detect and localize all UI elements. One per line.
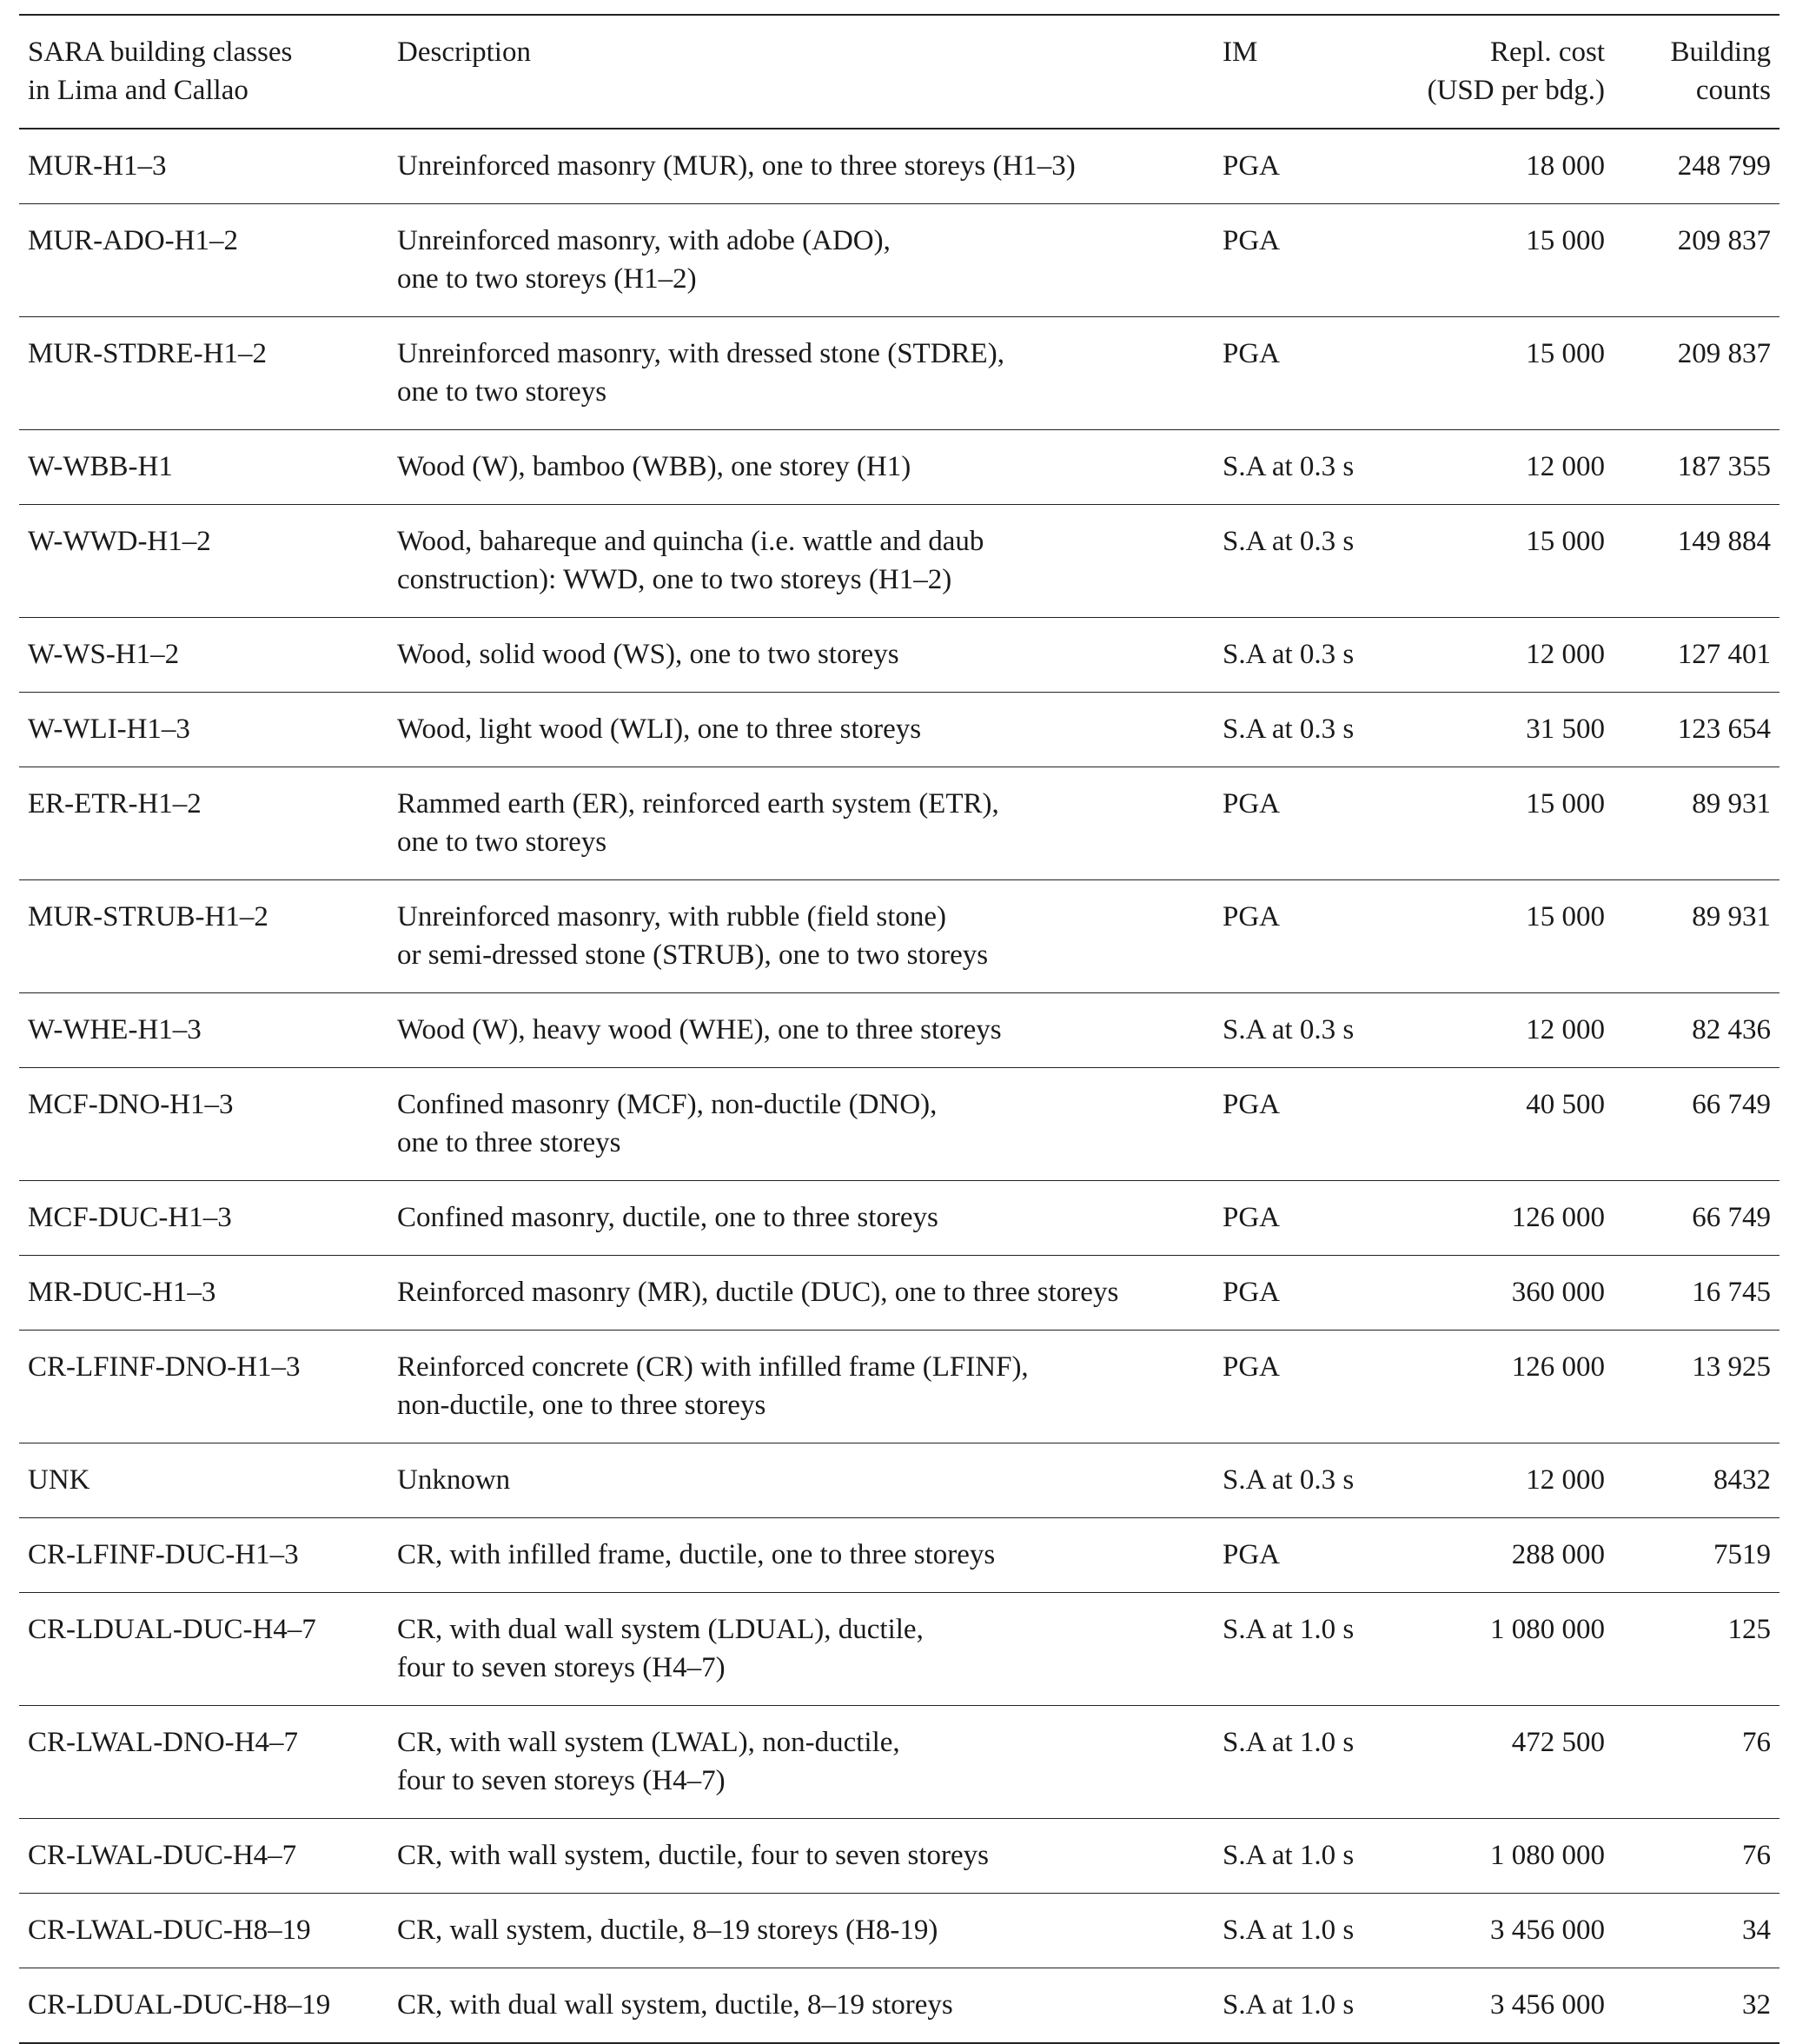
cell-building-count: 248 799 bbox=[1677, 150, 1771, 182]
header-replacement-cost: Repl. cost (USD per bdg.) bbox=[1427, 36, 1605, 106]
cell-replacement-cost: 12 000 bbox=[1526, 639, 1605, 670]
cell-im: PGA bbox=[1223, 150, 1281, 182]
cell-im: S.A at 0.3 s bbox=[1223, 713, 1355, 745]
cell-description bbox=[388, 1593, 1214, 1706]
cell-description bbox=[388, 1443, 1214, 1518]
cell-description bbox=[388, 204, 1214, 317]
cell-building-count: 13 925 bbox=[1692, 1351, 1771, 1383]
building-classes-table bbox=[19, 14, 1779, 2044]
description-line: Confined masonry (MCF), non-ductile (DNO), bbox=[397, 1089, 938, 1120]
cell-building-count: 66 749 bbox=[1692, 1089, 1771, 1120]
description-line: Rammed earth (ER), reinforced earth system (ETR), bbox=[397, 788, 999, 820]
cell-building-class: MUR-STDRE-H1–2 bbox=[28, 338, 268, 369]
cell-description bbox=[388, 1256, 1214, 1331]
description-line: CR, with infilled frame, ductile, one to three storeys bbox=[397, 1539, 996, 1570]
cell-description bbox=[388, 1968, 1214, 2044]
description-line: Unknown bbox=[397, 1464, 511, 1496]
description-line: four to seven storeys (H4–7) bbox=[397, 1652, 726, 1683]
table-row bbox=[19, 880, 1779, 993]
cell-im: PGA bbox=[1223, 788, 1281, 820]
cell-building-class: MCF-DUC-H1–3 bbox=[28, 1202, 232, 1233]
table-row bbox=[19, 1256, 1779, 1331]
table-row bbox=[19, 618, 1779, 693]
cell-building-class: CR-LFINF-DUC-H1–3 bbox=[28, 1539, 299, 1570]
table-row bbox=[19, 1819, 1779, 1894]
cell-building-class: MCF-DNO-H1–3 bbox=[28, 1089, 234, 1120]
cell-building-count: 209 837 bbox=[1677, 225, 1771, 256]
description-line: Unreinforced masonry, with adobe (ADO), bbox=[397, 225, 891, 256]
cell-replacement-cost: 12 000 bbox=[1526, 1464, 1605, 1496]
cell-building-count: 125 bbox=[1727, 1614, 1771, 1645]
table-row bbox=[19, 1181, 1779, 1256]
table-row bbox=[19, 1593, 1779, 1706]
cell-building-class: UNK bbox=[28, 1464, 90, 1496]
cell-building-class: CR-LWAL-DUC-H4–7 bbox=[28, 1840, 297, 1871]
cell-im: PGA bbox=[1223, 338, 1281, 369]
cell-replacement-cost: 15 000 bbox=[1526, 788, 1605, 820]
cell-replacement-cost: 31 500 bbox=[1526, 713, 1605, 745]
cell-im: S.A at 1.0 s bbox=[1223, 1614, 1355, 1645]
table-row bbox=[19, 1706, 1779, 1819]
cell-im: PGA bbox=[1223, 1351, 1281, 1383]
cell-building-count: 32 bbox=[1742, 1989, 1771, 2021]
cell-building-class: ER-ETR-H1–2 bbox=[28, 788, 202, 820]
description-line: one to two storeys (H1–2) bbox=[397, 263, 697, 295]
cell-building-class: W-WWD-H1–2 bbox=[28, 526, 211, 557]
cell-replacement-cost: 1 080 000 bbox=[1490, 1614, 1605, 1645]
table-row bbox=[19, 430, 1779, 505]
table-row bbox=[19, 1894, 1779, 1968]
table-header bbox=[19, 15, 1779, 129]
cell-description bbox=[388, 317, 1214, 430]
description-line: one to two storeys bbox=[397, 376, 607, 408]
header-row bbox=[19, 15, 1779, 129]
cell-im: S.A at 1.0 s bbox=[1223, 1727, 1355, 1758]
cell-replacement-cost: 12 000 bbox=[1526, 1014, 1605, 1045]
description-line: Unreinforced masonry, with dressed stone (STDRE), bbox=[397, 338, 1004, 369]
cell-replacement-cost: 15 000 bbox=[1526, 338, 1605, 369]
cell-building-class: W-WHE-H1–3 bbox=[28, 1014, 202, 1045]
table-row bbox=[19, 693, 1779, 767]
cell-replacement-cost: 18 000 bbox=[1526, 150, 1605, 182]
cell-replacement-cost: 126 000 bbox=[1511, 1202, 1605, 1233]
cell-description bbox=[388, 993, 1214, 1068]
cell-im: S.A at 0.3 s bbox=[1223, 451, 1355, 482]
cell-description bbox=[388, 1518, 1214, 1593]
cell-im: S.A at 0.3 s bbox=[1223, 1464, 1355, 1496]
cell-im: PGA bbox=[1223, 1089, 1281, 1120]
table-body bbox=[19, 129, 1779, 2043]
description-line: Unreinforced masonry, with rubble (field stone) bbox=[397, 901, 946, 932]
description-line: CR, with wall system (LWAL), non-ductile, bbox=[397, 1727, 900, 1758]
cell-building-count: 66 749 bbox=[1692, 1202, 1771, 1233]
cell-building-count: 8432 bbox=[1713, 1464, 1771, 1496]
cell-building-class: CR-LDUAL-DUC-H4–7 bbox=[28, 1614, 316, 1645]
cell-building-class: CR-LDUAL-DUC-H8–19 bbox=[28, 1989, 331, 2021]
table-row bbox=[19, 204, 1779, 317]
cell-building-count: 127 401 bbox=[1677, 639, 1771, 670]
cell-description bbox=[388, 505, 1214, 618]
cell-building-count: 34 bbox=[1742, 1915, 1771, 1946]
cell-replacement-cost: 15 000 bbox=[1526, 225, 1605, 256]
header-description: Description bbox=[397, 36, 531, 68]
cell-building-class: W-WS-H1–2 bbox=[28, 639, 180, 670]
cell-building-count: 123 654 bbox=[1677, 713, 1771, 745]
cell-building-count: 89 931 bbox=[1692, 788, 1771, 820]
cell-im: S.A at 0.3 s bbox=[1223, 1014, 1355, 1045]
description-line: construction): WWD, one to two storeys (H1–2) bbox=[397, 564, 952, 595]
description-line: Wood, solid wood (WS), one to two storeys bbox=[397, 639, 899, 670]
cell-replacement-cost: 3 456 000 bbox=[1490, 1989, 1605, 2021]
cell-description bbox=[388, 880, 1214, 993]
table-row bbox=[19, 767, 1779, 880]
description-line: Reinforced concrete (CR) with infilled frame (LFINF), bbox=[397, 1351, 1029, 1383]
description-line: Wood (W), bamboo (WBB), one storey (H1) bbox=[397, 451, 911, 482]
cell-im: PGA bbox=[1223, 225, 1281, 256]
cell-building-count: 7519 bbox=[1713, 1539, 1771, 1570]
table-row bbox=[19, 317, 1779, 430]
cell-description bbox=[388, 618, 1214, 693]
cell-description bbox=[388, 129, 1214, 204]
cell-im: S.A at 0.3 s bbox=[1223, 639, 1355, 670]
cell-replacement-cost: 472 500 bbox=[1511, 1727, 1605, 1758]
cell-building-count: 16 745 bbox=[1692, 1277, 1771, 1308]
cell-replacement-cost: 126 000 bbox=[1511, 1351, 1605, 1383]
cell-replacement-cost: 40 500 bbox=[1526, 1089, 1605, 1120]
cell-im: PGA bbox=[1223, 1539, 1281, 1570]
description-line: Wood (W), heavy wood (WHE), one to three storeys bbox=[397, 1014, 1002, 1045]
cell-building-class: W-WBB-H1 bbox=[28, 451, 173, 482]
description-line: Wood, bahareque and quincha (i.e. wattle and daub bbox=[397, 526, 984, 557]
building-classes-table-container bbox=[19, 14, 1779, 2044]
table-row bbox=[19, 1968, 1779, 2044]
description-line: CR, with dual wall system (LDUAL), ductile, bbox=[397, 1614, 924, 1645]
header-building-class: SARA building classes in Lima and Callao bbox=[28, 36, 293, 106]
cell-description bbox=[388, 430, 1214, 505]
cell-description bbox=[388, 1706, 1214, 1819]
table-row bbox=[19, 1331, 1779, 1443]
cell-building-count: 76 bbox=[1742, 1727, 1771, 1758]
cell-building-class: MUR-STRUB-H1–2 bbox=[28, 901, 268, 932]
cell-im: PGA bbox=[1223, 1277, 1281, 1308]
cell-replacement-cost: 360 000 bbox=[1511, 1277, 1605, 1308]
cell-replacement-cost: 3 456 000 bbox=[1490, 1915, 1605, 1946]
cell-building-count: 209 837 bbox=[1677, 338, 1771, 369]
description-line: or semi-dressed stone (STRUB), one to two storeys bbox=[397, 939, 989, 971]
cell-building-class: CR-LWAL-DUC-H8–19 bbox=[28, 1915, 311, 1946]
cell-description bbox=[388, 1819, 1214, 1894]
description-line: Wood, light wood (WLI), one to three storeys bbox=[397, 713, 922, 745]
cell-building-class: MUR-H1–3 bbox=[28, 150, 167, 182]
description-line: Reinforced masonry (MR), ductile (DUC), one to three storeys bbox=[397, 1277, 1119, 1308]
cell-building-count: 187 355 bbox=[1677, 451, 1771, 482]
cell-description bbox=[388, 1894, 1214, 1968]
description-line: Confined masonry, ductile, one to three storeys bbox=[397, 1202, 938, 1233]
cell-building-class: CR-LWAL-DNO-H4–7 bbox=[28, 1727, 299, 1758]
header-im: IM bbox=[1223, 36, 1258, 68]
table-row bbox=[19, 1443, 1779, 1518]
cell-building-count: 89 931 bbox=[1692, 901, 1771, 932]
description-line: one to two storeys bbox=[397, 826, 607, 858]
table-row bbox=[19, 1068, 1779, 1181]
description-line: one to three storeys bbox=[397, 1127, 621, 1158]
cell-im: S.A at 1.0 s bbox=[1223, 1915, 1355, 1946]
table-row bbox=[19, 129, 1779, 204]
cell-replacement-cost: 12 000 bbox=[1526, 451, 1605, 482]
cell-building-class: CR-LFINF-DNO-H1–3 bbox=[28, 1351, 301, 1383]
cell-building-count: 82 436 bbox=[1692, 1014, 1771, 1045]
table-row bbox=[19, 993, 1779, 1068]
cell-building-class: MR-DUC-H1–3 bbox=[28, 1277, 216, 1308]
cell-building-class: W-WLI-H1–3 bbox=[28, 713, 190, 745]
cell-replacement-cost: 15 000 bbox=[1526, 526, 1605, 557]
cell-building-count: 76 bbox=[1742, 1840, 1771, 1871]
description-line: CR, wall system, ductile, 8–19 storeys (H8-19) bbox=[397, 1915, 938, 1946]
description-line: non-ductile, one to three storeys bbox=[397, 1390, 766, 1421]
table-row bbox=[19, 505, 1779, 618]
cell-description bbox=[388, 1331, 1214, 1443]
cell-replacement-cost: 1 080 000 bbox=[1490, 1840, 1605, 1871]
cell-im: PGA bbox=[1223, 1202, 1281, 1233]
header-building-counts: Building counts bbox=[1670, 36, 1771, 106]
description-line: CR, with wall system, ductile, four to seven storeys bbox=[397, 1840, 989, 1871]
description-line: Unreinforced masonry (MUR), one to three storeys (H1–3) bbox=[397, 150, 1076, 182]
cell-description bbox=[388, 693, 1214, 767]
cell-im: PGA bbox=[1223, 901, 1281, 932]
cell-im: S.A at 1.0 s bbox=[1223, 1989, 1355, 2021]
cell-replacement-cost: 15 000 bbox=[1526, 901, 1605, 932]
cell-replacement-cost: 288 000 bbox=[1511, 1539, 1605, 1570]
cell-description bbox=[388, 1068, 1214, 1181]
cell-building-count: 149 884 bbox=[1677, 526, 1771, 557]
cell-building-class: MUR-ADO-H1–2 bbox=[28, 225, 238, 256]
cell-im: S.A at 0.3 s bbox=[1223, 526, 1355, 557]
cell-im: S.A at 1.0 s bbox=[1223, 1840, 1355, 1871]
description-line: CR, with dual wall system, ductile, 8–19 storeys bbox=[397, 1989, 953, 2021]
cell-description bbox=[388, 767, 1214, 880]
description-line: four to seven storeys (H4–7) bbox=[397, 1765, 726, 1796]
cell-description bbox=[388, 1181, 1214, 1256]
table-row bbox=[19, 1518, 1779, 1593]
